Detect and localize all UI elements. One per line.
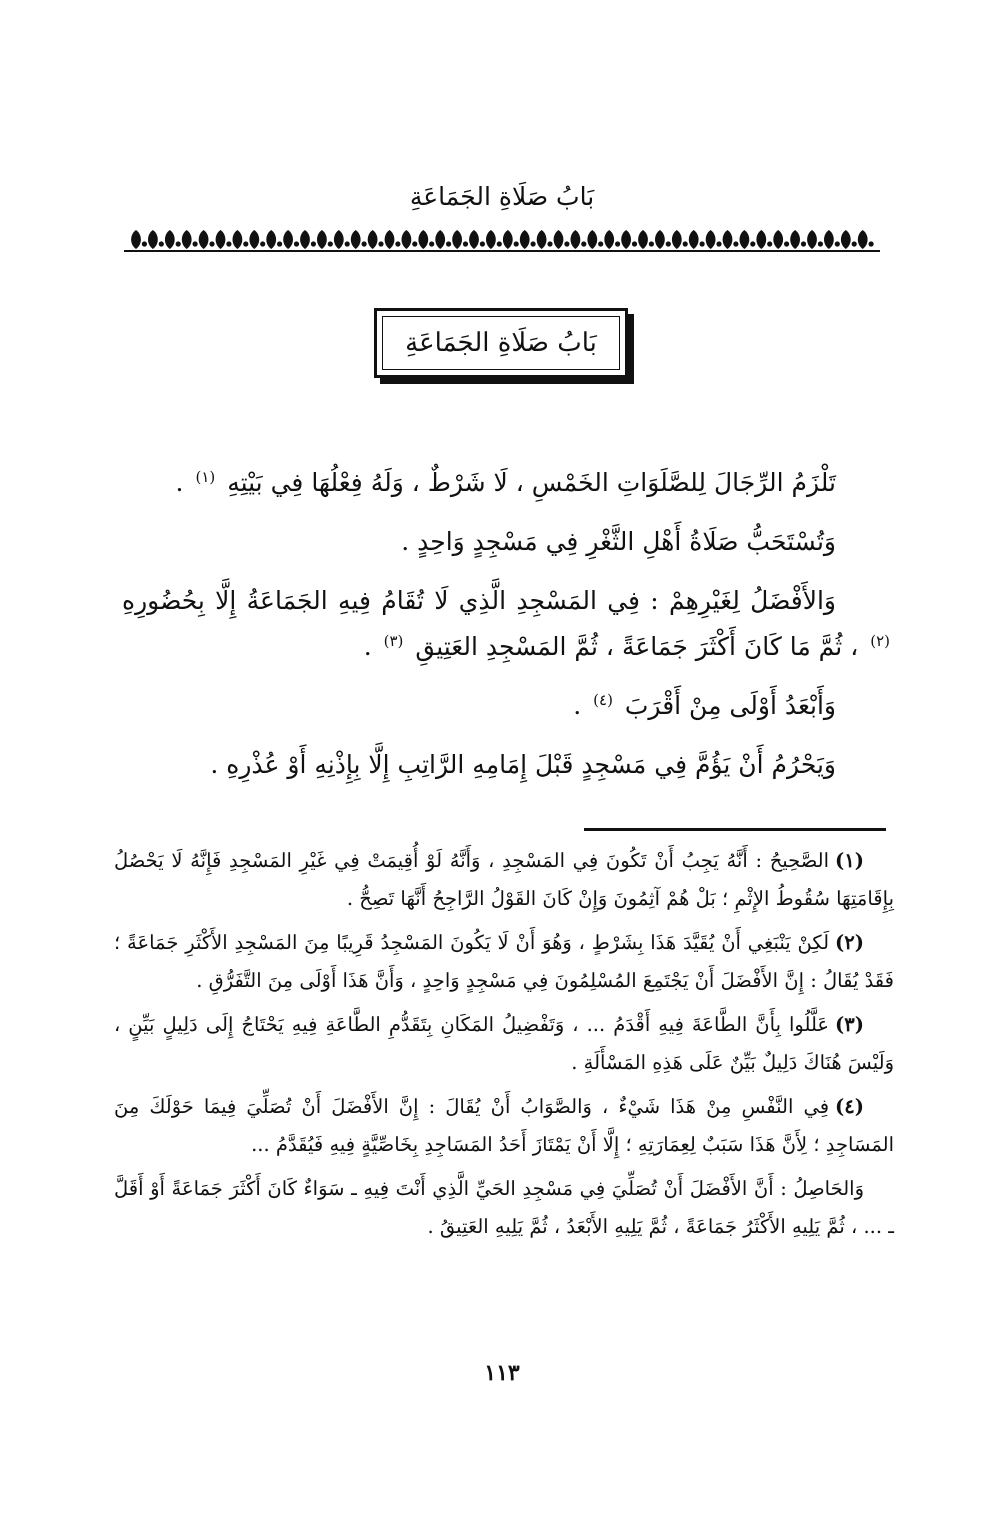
ornament-dot [598, 241, 603, 246]
ornament-dot [733, 241, 738, 246]
ornament-dot [142, 241, 147, 246]
ornament-dot [784, 241, 789, 246]
footnote-4-continued: وَالحَاصِلُ : أَنَّ الأَفْضَلَ أَنْ تُصَلِّيَ فِي مَسْجِدِ الحَيِّ الَّذِي أَنْتَ فِيهِ ـ سَوَاءٌ كَانَ أَكْثَرَ جَمَاعَةً أَوْ أَقَلَّ ـ ... ، ثُمَّ يَلِيهِ الأَكْثَرُ جَمَاعَةً ، ثُمَّ يَلِيهِ الأَبْعَدُ ، ثُمَّ يَلِيهِ العَتِيقُ . [114, 1177, 894, 1238]
ornament-leaf [723, 230, 733, 249]
ornament-leaf [824, 230, 834, 249]
paragraph-1: تَلْزَمُ الرِّجَالَ لِلصَّلَوَاتِ الخَمْسِ ، لَا شَرْطٌ ، وَلَهُ فِعْلُهَا فِي بَيْتِهِ $^{(١)}$ . [175, 467, 836, 497]
ornament-dot [311, 241, 316, 246]
ornament-leaf [672, 230, 682, 249]
ornament-dot [362, 241, 367, 246]
ornament-dot [243, 241, 248, 246]
ornament-dot [412, 241, 417, 246]
ornament-dot [767, 241, 772, 246]
ornament-dot [176, 241, 181, 246]
ornament-leaf [841, 230, 851, 249]
ornament-leaf [182, 230, 192, 249]
ornament-leaf [283, 230, 293, 249]
ornament-dot [463, 241, 468, 246]
ornament-dot [429, 241, 434, 246]
footnote-ref-2: (٢) [870, 631, 890, 650]
footnote-ref-3: (٣) [383, 631, 404, 650]
ornament-leaf [233, 230, 243, 249]
ornament-leaf [385, 230, 395, 249]
ornament-leaf [740, 230, 750, 249]
ornament-leaf [537, 230, 547, 249]
ornament-leaf [317, 230, 327, 249]
page-number: ١١٣ [484, 1360, 520, 1386]
ornament-dot [615, 241, 620, 246]
footnotes [114, 842, 894, 1252]
section-title: بَابُ صَلَاةِ الجَمَاعَةِ [405, 328, 597, 358]
ornament-dot [345, 241, 350, 246]
ornament-dot [328, 241, 333, 246]
ornament-dot [260, 241, 265, 246]
ornament-leaf [621, 230, 631, 249]
ornament-leaf [165, 230, 175, 249]
ornament-leaf [486, 230, 496, 249]
ornament-dot [818, 241, 823, 246]
ornament-dot [514, 241, 519, 246]
paragraph-2: وَتُسْتَحَبُّ صَلَاةُ أَهْلِ الثَّغْرِ فِي مَسْجِدٍ وَاحِدٍ . [401, 527, 836, 556]
ornament-dot [226, 241, 231, 246]
ornament-dot [497, 241, 502, 246]
footnote-4: (٤)فِي النَّفْسِ مِنْ هَذَا شَيْءٌ ، وَالصَّوَابُ أَنْ يُقَالَ : إِنَّ الأَفْضَلَ أَنْ تُصَلِّيَ فِيمَا حَوْلَكَ مِنَ المَسَاجِدِ ؛ لِأَنَّ هَذَا سَبَبٌ لِعِمَارَتِهِ ؛ إِلَّا أَنْ يَمْتَازَ أَحَدُ المَسَاجِدِ بِخَاصِّيَّةٍ فِيهِ فَيُقَدَّمُ ... [114, 1095, 894, 1156]
footnote-1: (١)الصَّحِيحُ : أَنَّهُ يَجِبُ أَنْ تَكُونَ فِي المَسْجِدِ ، وَأَنَّهُ لَوْ أُقِيمَتْ فِي غَيْرِ المَسْجِدِ فَإِنَّهُ لَا يَحْصُلُ بِإِقَامَتِهَا سُقُوطُ الإِثْمِ ؛ بَلْ هُمْ آثِمُونَ وَإِنْ كَانَ القَوْلُ الرَّاجِحُ أَنَّهَا تَصِحُّ . [114, 849, 894, 910]
ornament-leaf [148, 230, 158, 249]
ornament-leaf [655, 230, 665, 249]
ornament-leaf [199, 230, 209, 249]
ornament-dot [531, 241, 536, 246]
ornament-leaf [249, 230, 259, 249]
ornament-dot [209, 241, 214, 246]
ornament-leaf [706, 230, 716, 249]
ornament-dot [683, 241, 688, 246]
footnote-ref-4: (٤) [593, 690, 613, 709]
footnote-ref-1: (١) [195, 467, 216, 486]
ornament-leaf [756, 230, 766, 249]
ornament-leaf [469, 230, 479, 249]
ornament-leaf [334, 230, 344, 249]
ornament-dot [294, 241, 299, 246]
paragraph-3: وَالأَفْضَلُ لِغَيْرِهِمْ : فِي المَسْجِدِ الَّذِي لَا تُقَامُ فِيهِ الجَمَاعَةُ إِلَّا بِحُضُورِهِ $^{(٢)}$ ، ثُمَّ مَا كَانَ أَكْثَرَ جَمَاعَةً ، ثُمَّ المَسْجِدِ العَتِيقِ $^{(٣)}$ . [122, 586, 890, 661]
footnote-divider [584, 828, 886, 831]
ornament-leaf [858, 230, 868, 249]
ornament-dot [564, 241, 569, 246]
paragraph-4: وَأَبْعَدُ أَوْلَى مِنْ أَقْرَبَ $^{(٤)}$ . [573, 690, 836, 720]
ornament-dot [716, 241, 721, 246]
ornament-dot [547, 241, 552, 246]
ornament-leaf [402, 230, 412, 249]
footnote-3: (٣)عَلَّلُوا بِأَنَّ الطَّاعَةَ فِيهِ أَقْدَمُ ... ، وَتَفْضِيلُ المَكَانِ بِتَقَدُّمِ الطَّاعَةِ فِيهِ يَحْتَاجُ إِلَى دَلِيلٍ بَيِّنٍ ، وَلَيْسَ هُنَاكَ دَلِيلٌ بَيِّنٌ عَلَى هَذِهِ المَسْأَلَةِ . [114, 1013, 894, 1074]
ornament-dot [480, 241, 485, 246]
main-text [122, 460, 894, 801]
ornament-dot [632, 241, 637, 246]
ornament-dot [835, 241, 840, 246]
ornament-dot [852, 241, 857, 246]
section-title-frame [374, 308, 628, 378]
ornament-leaf [689, 230, 699, 249]
ornament-leaf [807, 230, 817, 249]
ornament-dot [193, 241, 198, 246]
ornament-dot [700, 241, 705, 246]
ornament-leaf [418, 230, 428, 249]
ornament-leaf [300, 230, 310, 249]
ornament-leaf [351, 230, 361, 249]
ornament-leaf [604, 230, 614, 249]
running-head: بَابُ صَلَاةِ الجَمَاعَةِ [409, 182, 595, 211]
ornament-leaf [790, 230, 800, 249]
ornament-leaf [368, 230, 378, 249]
ornament-dot [277, 241, 282, 246]
ornament-leaf [435, 230, 445, 249]
ornament-leaf [216, 230, 226, 249]
footnote-2: (٢)لَكِنْ يَنْبَغِي أَنْ يُقَيَّدَ هَذَا بِشَرْطٍ ، وَهُوَ أَنْ لَا يَكُونَ المَسْجِدُ قَرِيبًا مِنَ المَسْجِدِ الأَكْثَرِ جَمَاعَةً ؛ فَقَدْ يُقَالُ : إِنَّ الأَفْضَلَ أَنْ يَجْتَمِعَ المُسْلِمُونَ فِي مَسْجِدٍ وَاحِدٍ ، وَأَنَّ هَذَا أَوْلَى مِنَ التَّفَرُّقِ . [114, 931, 894, 992]
ornament-dot [378, 241, 383, 246]
ornamental-border [120, 224, 884, 254]
ornament-dot [750, 241, 755, 246]
ornament-leaf [571, 230, 581, 249]
ornament-dot [801, 241, 806, 246]
ornament-dot [666, 241, 671, 246]
paragraph-5: وَيَحْرُمُ أَنْ يَؤُمَّ فِي مَسْجِدٍ قَبْلَ إِمَامِهِ الرَّاتِبِ إِلَّا بِإِذْنِهِ أَوْ عُذْرِهِ . [210, 750, 836, 779]
ornament-dot [649, 241, 654, 246]
ornament-dot [159, 241, 164, 246]
ornament-leaf [638, 230, 648, 249]
ornament-leaf [773, 230, 783, 249]
ornament-leaf [587, 230, 597, 249]
ornament-leaf [503, 230, 513, 249]
ornament-leaf [520, 230, 530, 249]
ornament-dot [446, 241, 451, 246]
ornament-leaf [452, 230, 462, 249]
ornament-leaf [131, 230, 141, 249]
ornament-dot [869, 241, 874, 246]
ornament-dot [395, 241, 400, 246]
ornament-dot [581, 241, 586, 246]
ornament-leaf [554, 230, 564, 249]
ornament-leaf [266, 230, 276, 249]
